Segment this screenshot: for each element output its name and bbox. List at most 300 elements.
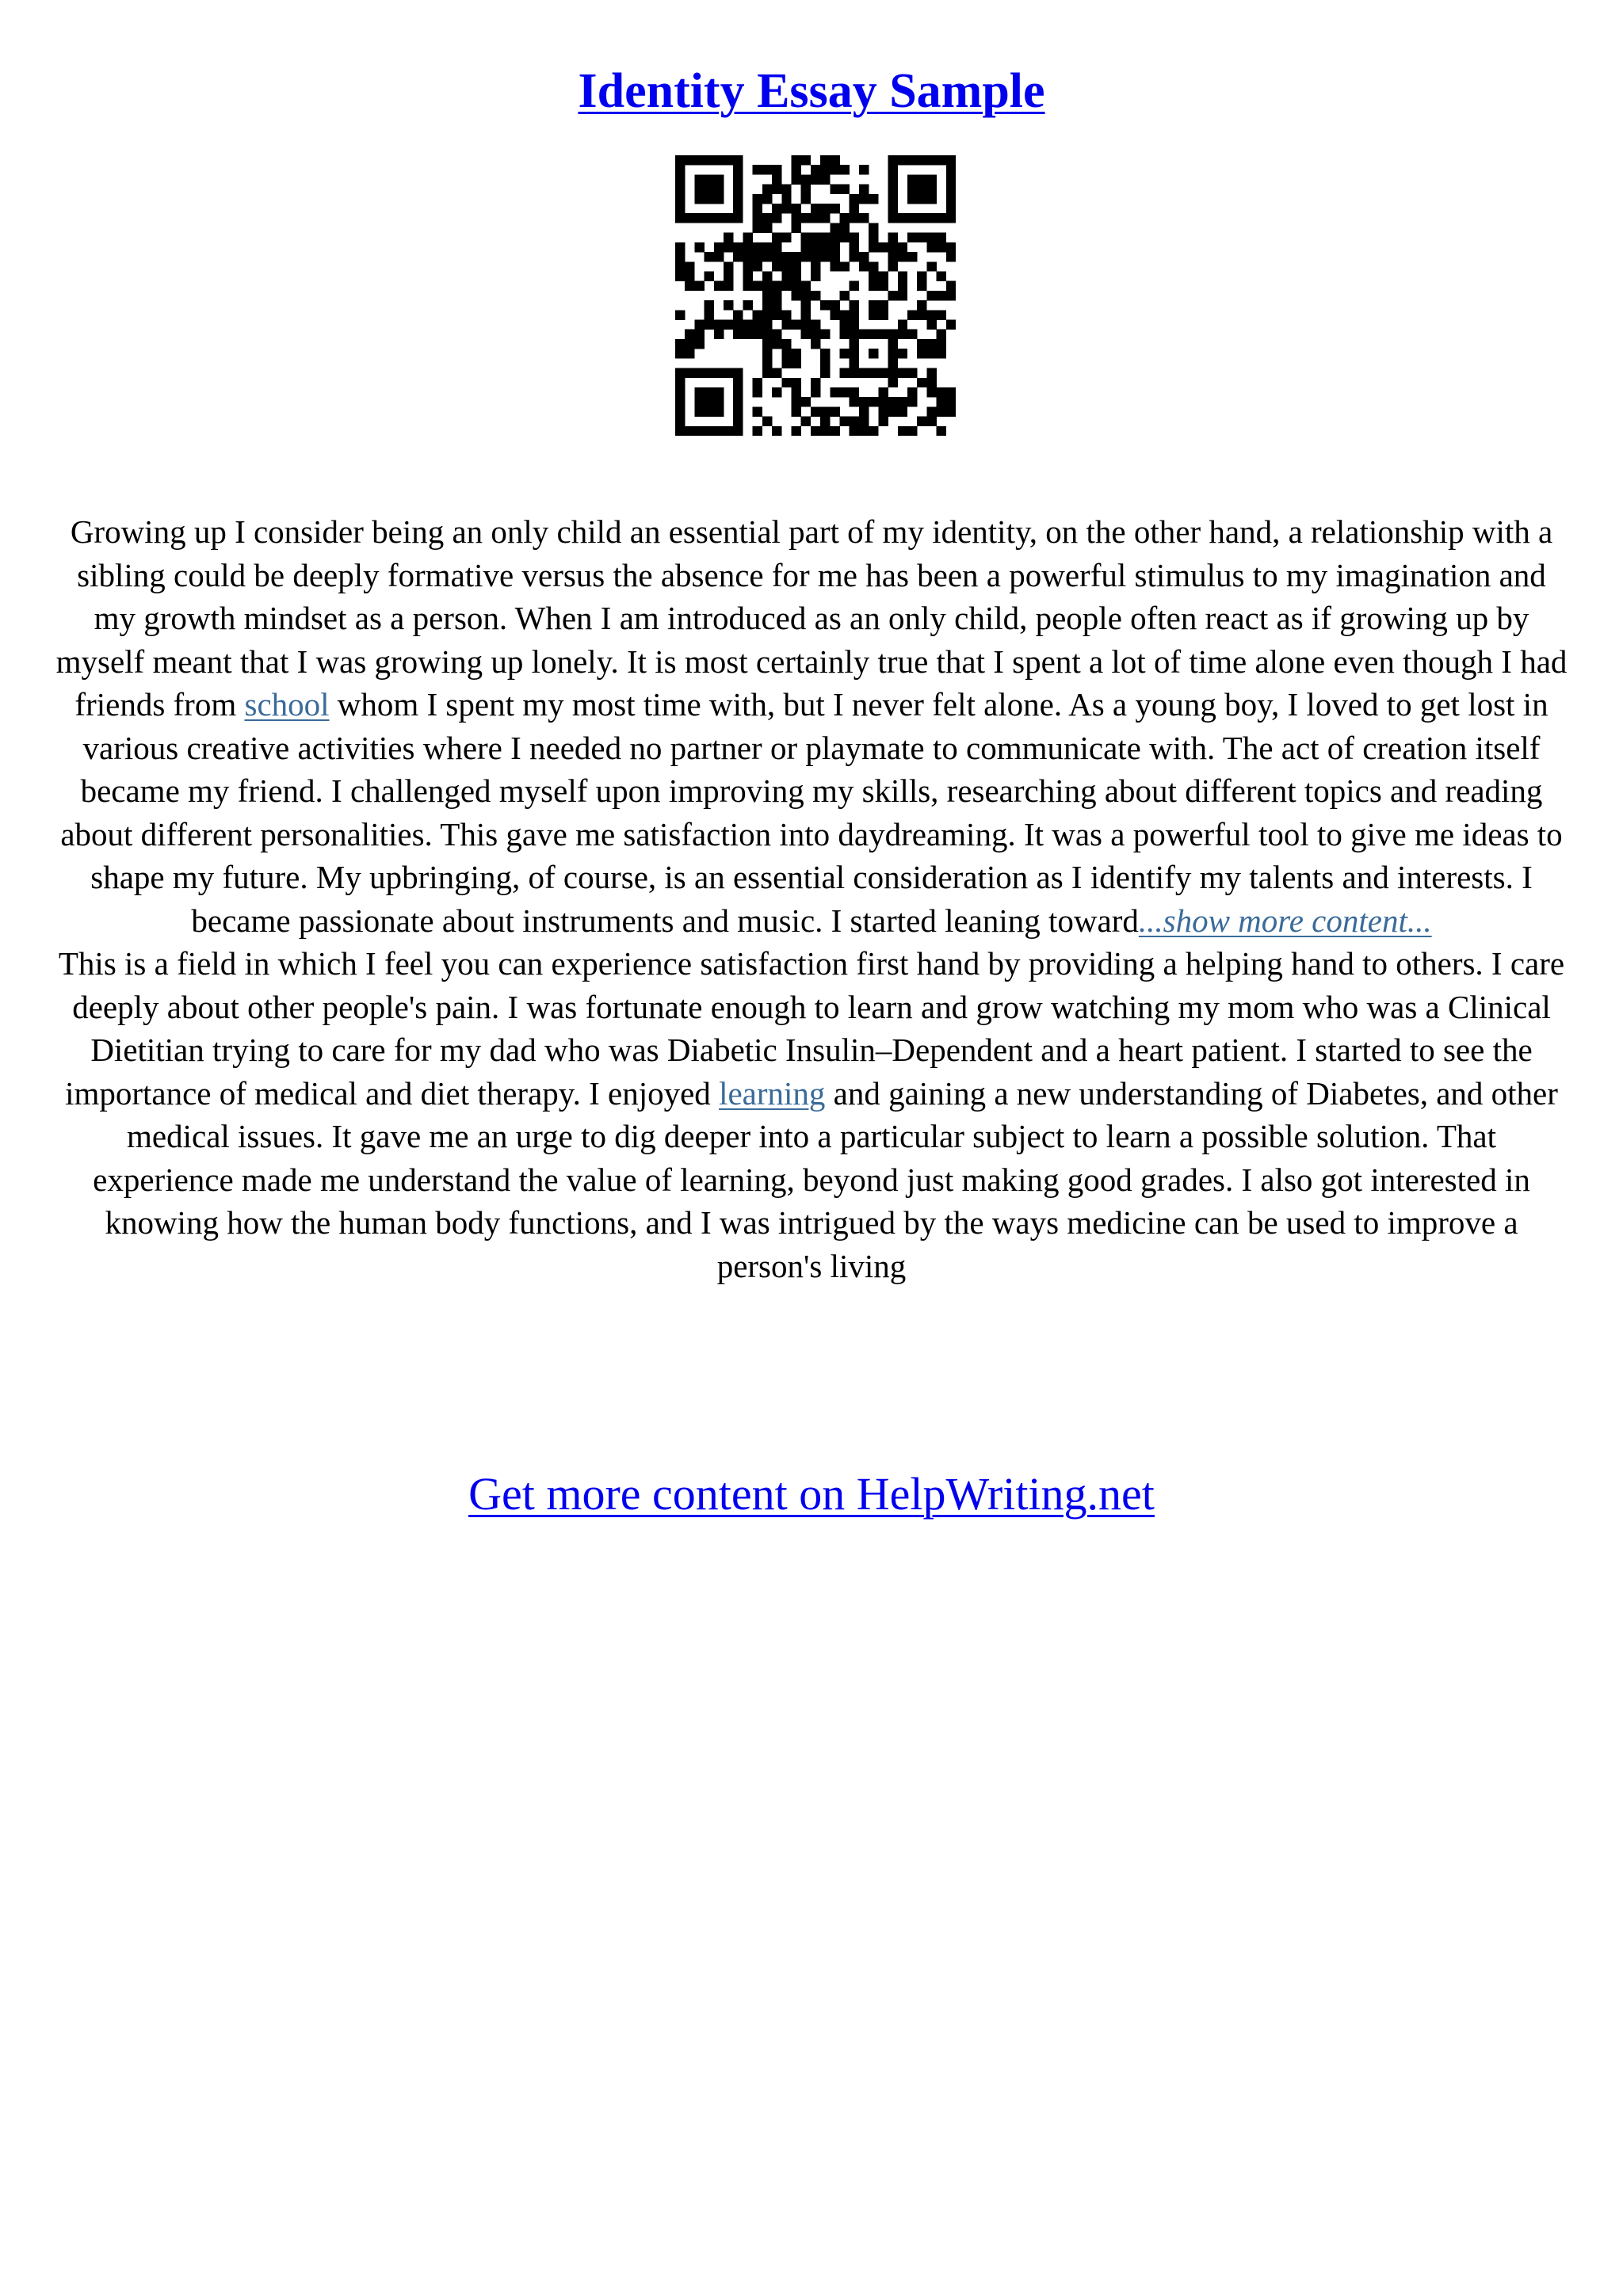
qr-module [811,320,820,330]
qr-module [898,271,907,280]
qr-module [762,194,772,204]
qr-module [801,417,811,426]
qr-module [869,194,878,204]
qr-module [762,291,772,300]
qr-module [888,358,898,368]
qr-module [753,387,762,397]
qr-module [840,310,850,319]
qr-module [705,252,714,261]
qr-module [694,174,704,184]
qr-module [772,281,781,291]
qr-module [820,330,830,339]
qr-module [694,339,704,349]
qr-module [801,310,811,319]
qr-module [743,242,752,252]
qr-module [859,368,869,378]
qr-module [811,242,820,252]
qr-module [675,242,685,252]
qr-module [791,223,800,232]
qr-module [907,213,917,223]
qr-module [859,194,869,204]
qr-module [743,281,752,291]
qr-module [917,233,926,242]
qr-module [946,397,956,406]
qr-module [811,204,820,213]
qr-module [859,165,869,174]
qr-module [724,261,733,271]
qr-module [733,368,743,378]
qr-module [926,310,936,319]
qr-module [830,155,839,165]
qr-module [772,300,781,310]
qr-module [937,213,946,223]
qr-module [781,339,791,349]
qr-module [675,426,685,436]
qr-module [859,330,869,339]
qr-module [850,242,859,252]
qr-module [705,426,714,436]
qr-module [850,397,859,406]
qr-module [840,349,850,358]
qr-module [859,252,869,261]
essay-paragraph-1 [55,510,1568,942]
qr-module [907,426,917,436]
qr-module [762,281,772,291]
qr-module [820,300,830,310]
qr-module [926,261,936,271]
qr-module [772,368,781,378]
qr-module [801,233,811,242]
qr-module [869,242,878,252]
qr-module [724,242,733,252]
qr-module [714,174,724,184]
qr-module [753,281,762,291]
qr-module [781,271,791,280]
qr-module [675,417,685,426]
qr-module [733,406,743,416]
qr-module [733,426,743,436]
qr-module [714,397,724,406]
qr-module [926,320,936,330]
qr-module [820,165,830,174]
qr-module [859,185,869,194]
qr-module [926,378,936,387]
qr-module [926,417,936,426]
qr-module [811,271,820,280]
qr-module [762,358,772,368]
qr-module [714,185,724,194]
qr-module [791,213,800,223]
qr-module [714,155,724,165]
qr-module [781,194,791,204]
qr-module [811,165,820,174]
qr-module [907,233,917,242]
qr-module [869,300,878,310]
qr-module [898,213,907,223]
qr-module [898,252,907,261]
qr-module [781,261,791,271]
qr-module [907,252,917,261]
qr-module [772,426,781,436]
qr-module [705,397,714,406]
qr-module [869,349,878,358]
qr-module [675,213,685,223]
qr-module [888,204,898,213]
title-link[interactable]: Identity Essay Sample [578,64,1045,118]
qr-module [762,185,772,194]
qr-module [811,291,820,300]
qr-module [791,165,800,174]
qr-module [762,271,772,280]
qr-module [850,204,859,213]
qr-module [801,194,811,204]
qr-module [675,368,685,378]
qr-module [801,300,811,310]
qr-module [743,233,752,242]
qr-module [675,174,685,184]
qr-module [917,310,926,319]
qr-module [801,174,811,184]
qr-module [801,242,811,252]
qr-module [850,426,859,436]
qr-module [781,378,791,387]
get-more-content-link[interactable]: Get more content on HelpWriting.net [468,1468,1155,1520]
qr-module [850,330,859,339]
qr-module [801,155,811,165]
qr-module [888,242,898,252]
paragraph-1-text-b: whom I spent my most time with, but I never felt alone. As a young boy, I loved to get lost in various creative activities where I needed no partner or playmate to communicate with. The act of creation itself became my friend. I challenged myself upon improving my skills, researching about different topics and reading about different personalities. This gave me satisfaction into daydreaming. It was a powerful tool to give me ideas to shape my future. My upbringing, of course, is an essential consideration as I identify my talents and interests. I became passionate about instruments and music. I started leaning toward [60,686,1563,939]
qr-module [840,330,850,339]
qr-module [859,417,869,426]
qr-module [733,417,743,426]
qr-module [926,242,936,252]
qr-module [898,406,907,416]
qr-module [811,378,820,387]
qr-module [907,368,917,378]
qr-module [917,155,926,165]
qr-module [946,174,956,184]
document-title [0,55,1623,127]
qr-module [791,155,800,165]
qr-module [850,320,859,330]
qr-module [830,185,839,194]
qr-module [733,320,743,330]
qr-module [878,330,888,339]
qr-module [685,281,694,291]
qr-module [850,358,859,368]
qr-module [694,426,704,436]
qr-module [869,368,878,378]
qr-module [685,339,694,349]
qr-module [714,406,724,416]
qr-module [743,252,752,261]
qr-module [917,213,926,223]
qr-module [878,368,888,378]
qr-module [675,397,685,406]
qr-module [937,155,946,165]
learning-link[interactable]: learning [719,1074,826,1112]
qr-module [878,406,888,416]
qr-module [733,204,743,213]
qr-module [878,300,888,310]
qr-module [869,397,878,406]
qr-module [926,213,936,223]
qr-module [714,320,724,330]
qr-module [705,213,714,223]
qr-module [733,185,743,194]
qr-module [791,378,800,387]
qr-module [772,387,781,397]
qr-module [801,291,811,300]
qr-module [946,204,956,213]
qr-module [946,406,956,416]
qr-module [811,387,820,397]
qr-module [753,261,762,271]
qr-module [694,406,704,416]
qr-module [926,349,936,358]
paragraph-2-text-b: and gaining a new understanding of Diabetes, and other medical issues. It gave me an urge to dig deeper into a particular subject to learn a possible solution. That experience made me understand the value of learning, beyond just making good grades. I also got interested in knowing how the human body functions, and I was intrigued by the ways medicine can be used to improve a person's living [93,1074,1558,1284]
qr-module [753,204,762,213]
qr-module [772,165,781,174]
qr-module [675,204,685,213]
qr-module [705,368,714,378]
qr-module [791,349,800,358]
qr-module [675,261,685,271]
qr-module [694,213,704,223]
qr-module [878,397,888,406]
qr-module [878,387,888,397]
qr-module [791,397,800,406]
essay-paragraph-2 [55,942,1568,1287]
qr-module [840,387,850,397]
qr-module [830,242,839,252]
qr-module [820,204,830,213]
qr-module [888,165,898,174]
qr-module [762,339,772,349]
qr-module [907,155,917,165]
qr-module [724,213,733,223]
qr-module [753,213,762,223]
qr-module [791,271,800,280]
qr-module [907,310,917,319]
qr-module [733,378,743,387]
qr-module [830,300,839,310]
qr-module [743,300,752,310]
qr-module [926,339,936,349]
qr-module [694,368,704,378]
qr-module [850,233,859,242]
footer-cta [0,1463,1623,1526]
qr-module [714,281,724,291]
qr-module [917,194,926,204]
qr-module [753,165,762,174]
qr-module [898,291,907,300]
qr-module [850,417,859,426]
qr-module [840,165,850,174]
qr-module [811,252,820,261]
qr-module [878,310,888,319]
qr-module [869,281,878,291]
qr-module [820,213,830,223]
qr-module [830,261,839,271]
qr-module [946,281,956,291]
qr-module [830,387,839,397]
qr-module [840,320,850,330]
qr-module [694,194,704,204]
qr-module [772,261,781,271]
qr-module [811,213,820,223]
qr-module [694,155,704,165]
qr-module [869,426,878,436]
qr-module [714,426,724,436]
qr-module [820,242,830,252]
qr-module [859,406,869,416]
qr-module [946,213,956,223]
qr-module [724,271,733,280]
qr-module [801,320,811,330]
qr-module [946,242,956,252]
qr-module [888,213,898,223]
qr-module [705,185,714,194]
qr-module [937,349,946,358]
qr-module [733,174,743,184]
qr-module [820,358,830,368]
qr-module [801,213,811,223]
qr-module [907,397,917,406]
qr-module [791,406,800,416]
qr-module [840,223,850,232]
qr-module [811,339,820,349]
qr-module [685,330,694,339]
qr-module [898,320,907,330]
qr-module [850,300,859,310]
qr-module [850,349,859,358]
qr-module [714,330,724,339]
qr-module [937,242,946,252]
qr-module [840,291,850,300]
qr-module [772,213,781,223]
qr-module [946,320,956,330]
qr-module [791,261,800,271]
qr-module [830,310,839,319]
qr-module [781,204,791,213]
qr-module [898,426,907,436]
qr-module [685,261,694,271]
show-more-link[interactable]: ...show more content... [1138,902,1432,939]
qr-module [801,185,811,194]
qr-module [675,271,685,280]
qr-module [762,252,772,261]
qr-module [850,252,859,261]
qr-module [753,194,762,204]
qr-module [801,281,811,291]
qr-module [917,417,926,426]
qr-module [859,261,869,271]
school-link[interactable]: school [244,686,330,723]
qr-module [946,194,956,204]
qr-module [888,349,898,358]
paragraph-1-text-a: Growing up I consider being an only child an essential part of my identity, on the other hand, a relationship with a sibling could be deeply formative versus the absence for me has been a powerful stimulus to my imagination and my growth mindset as a person. When I am introduced as an only child, people often react as if growing up by myself meant that I was growing up lonely. It is most certainly true that I spent a lot of time alone even though I had friends from [55,513,1568,723]
qr-module [946,165,956,174]
qr-module [888,291,898,300]
qr-module [753,223,762,232]
qr-module [811,426,820,436]
qr-module [724,155,733,165]
qr-module [850,368,859,378]
qr-module [937,426,946,436]
qr-module [917,378,926,387]
qr-module [705,320,714,330]
qr-module [888,406,898,416]
qr-module [830,165,839,174]
qr-module [907,194,917,204]
qr-module [888,397,898,406]
qr-module [705,387,714,397]
qr-code-icon[interactable] [675,155,956,436]
qr-module [705,310,714,319]
qr-module [733,252,743,261]
qr-module [743,271,752,280]
qr-module [917,349,926,358]
qr-module [753,330,762,339]
qr-module [772,204,781,213]
qr-module [937,271,946,280]
qr-module [733,330,743,339]
qr-module [675,165,685,174]
qr-module [898,368,907,378]
qr-module [694,397,704,406]
qr-module [811,174,820,184]
qr-module [869,261,878,271]
qr-module [791,358,800,368]
qr-module [714,252,724,261]
qr-module [753,320,762,330]
qr-module [888,233,898,242]
qr-module [888,339,898,349]
qr-module [791,174,800,184]
qr-module [926,291,936,300]
qr-module [907,330,917,339]
qr-module [878,271,888,280]
qr-module [946,291,956,300]
qr-module [917,281,926,291]
qr-module [917,174,926,184]
qr-module [733,387,743,397]
qr-module [820,174,830,184]
qr-module [733,165,743,174]
qr-module [926,155,936,165]
qr-module [840,368,850,378]
qr-module [675,339,685,349]
qr-module [705,271,714,280]
qr-module [907,174,917,184]
qr-module [937,397,946,406]
qr-module [859,213,869,223]
qr-module [762,417,772,426]
qr-module [772,233,781,242]
qr-module [917,185,926,194]
qr-module [781,233,791,242]
qr-module [801,330,811,339]
qr-module [869,271,878,280]
qr-module [724,320,733,330]
qr-module [878,417,888,426]
qr-module [898,330,907,339]
qr-module [840,417,850,426]
qr-module [753,252,762,261]
qr-module [753,310,762,319]
qr-module [820,417,830,426]
